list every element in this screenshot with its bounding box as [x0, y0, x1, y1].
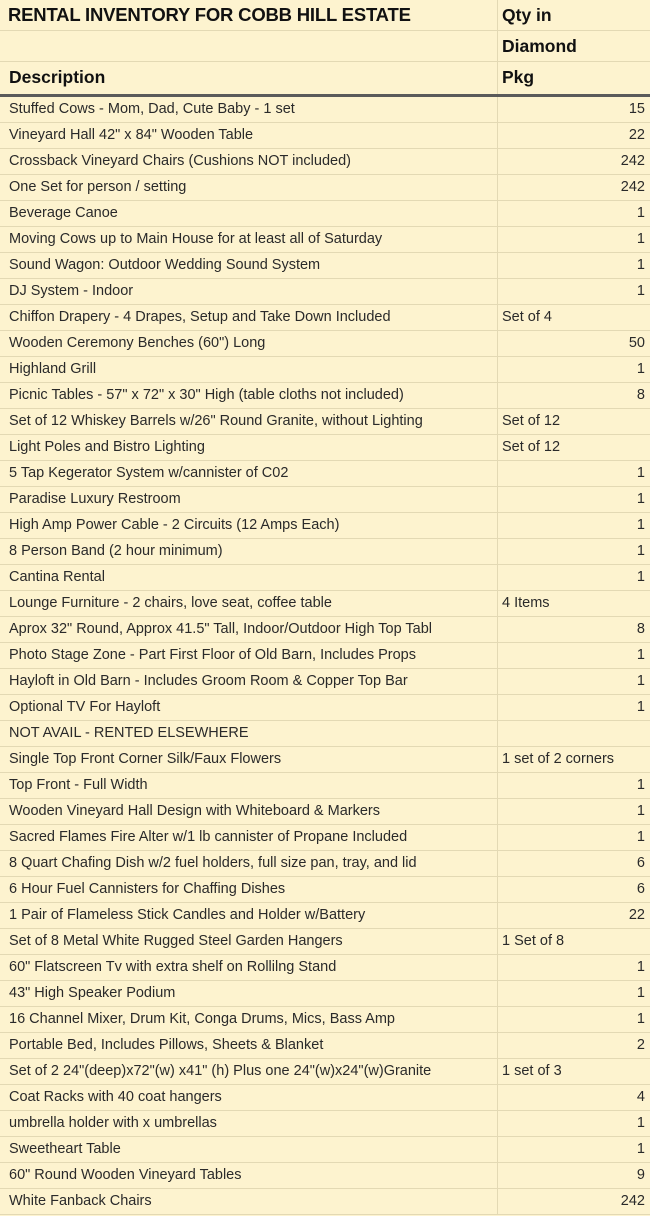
table-row[interactable]: [0, 1007, 650, 1033]
qty-cell[interactable]: 1: [636, 1141, 645, 1157]
description-cell[interactable]: 60" Flatscreen Tv with extra shelf on Rollilng Stand: [0, 955, 498, 980]
description-cell[interactable]: Single Top Front Corner Silk/Faux Flowers: [0, 747, 498, 772]
table-row[interactable]: [0, 747, 650, 773]
description-cell[interactable]: NOT AVAIL - RENTED ELSEWHERE: [0, 721, 498, 746]
description-cell[interactable]: Portable Bed, Includes Pillows, Sheets & Blanket: [0, 1033, 498, 1058]
qty-cell[interactable]: 1: [636, 543, 645, 559]
qty-cell[interactable]: 1: [636, 647, 645, 663]
qty-cell[interactable]: 1: [636, 465, 645, 481]
table-row[interactable]: [0, 1059, 650, 1085]
qty-cell[interactable]: 1: [636, 283, 645, 299]
qty-cell[interactable]: Set of 12: [502, 413, 561, 429]
table-row[interactable]: [0, 565, 650, 591]
qty-cell[interactable]: 6: [636, 881, 645, 897]
description-cell[interactable]: Top Front - Full Width: [0, 773, 498, 798]
table-row[interactable]: [0, 851, 650, 877]
description-cell[interactable]: Photo Stage Zone - Part First Floor of Old Barn, Includes Props: [0, 643, 498, 668]
table-row[interactable]: [0, 929, 650, 955]
table-row[interactable]: [0, 175, 650, 201]
description-cell[interactable]: Beverage Canoe: [0, 201, 498, 226]
qty-cell[interactable]: 242: [620, 179, 645, 195]
table-row[interactable]: [0, 695, 650, 721]
table-row[interactable]: [0, 305, 650, 331]
description-cell[interactable]: 6 Hour Fuel Cannisters for Chaffing Dishes: [0, 877, 498, 902]
header-empty-cell: [0, 31, 498, 61]
table-row[interactable]: [0, 903, 650, 929]
description-cell[interactable]: 8 Person Band (2 hour minimum): [0, 539, 498, 564]
description-cell[interactable]: 60" Round Wooden Vineyard Tables: [0, 1163, 498, 1188]
table-row[interactable]: [0, 955, 650, 981]
qty-header-line2: Diamond: [502, 36, 577, 56]
table-row[interactable]: [0, 1033, 650, 1059]
qty-cell[interactable]: 1 Set of 8: [502, 933, 565, 949]
description-cell[interactable]: 16 Channel Mixer, Drum Kit, Conga Drums, Mics, Bass Amp: [0, 1007, 498, 1032]
table-row[interactable]: [0, 201, 650, 227]
qty-cell[interactable]: 1: [636, 517, 645, 533]
table-row[interactable]: [0, 513, 650, 539]
table-row[interactable]: [0, 669, 650, 695]
qty-cell[interactable]: Set of 12: [502, 439, 561, 455]
description-cell[interactable]: Lounge Furniture - 2 chairs, love seat, coffee table: [0, 591, 498, 616]
description-cell[interactable]: One Set for person / setting: [0, 175, 498, 200]
description-cell[interactable]: Aprox 32" Round, Approx 41.5" Tall, Indoor/Outdoor High Top Tabl: [0, 617, 498, 642]
description-cell[interactable]: 8 Quart Chafing Dish w/2 fuel holders, full size pan, tray, and lid: [0, 851, 498, 876]
qty-cell[interactable]: 8: [636, 621, 645, 637]
description-cell[interactable]: Crossback Vineyard Chairs (Cushions NOT included): [0, 149, 498, 174]
description-column-header: Description: [0, 62, 498, 94]
qty-cell[interactable]: 242: [620, 153, 645, 169]
qty-cell[interactable]: 1: [636, 777, 645, 793]
description-cell[interactable]: Moving Cows up to Main House for at least all of Saturday: [0, 227, 498, 252]
description-cell[interactable]: 5 Tap Kegerator System w/cannister of C02: [0, 461, 498, 486]
description-cell[interactable]: umbrella holder with x umbrellas: [0, 1111, 498, 1136]
table-row[interactable]: [0, 149, 650, 175]
qty-cell[interactable]: Set of 4: [502, 309, 552, 325]
qty-cell[interactable]: 242: [620, 1193, 645, 1209]
description-cell[interactable]: Coat Racks with 40 coat hangers: [0, 1085, 498, 1110]
description-cell[interactable]: 43" High Speaker Podium: [0, 981, 498, 1006]
table-row[interactable]: [0, 1085, 650, 1111]
description-cell[interactable]: High Amp Power Cable - 2 Circuits (12 Amps Each): [0, 513, 498, 538]
description-cell[interactable]: 1 Pair of Flameless Stick Candles and Holder w/Battery: [0, 903, 498, 928]
table-row[interactable]: [0, 461, 650, 487]
qty-cell[interactable]: 1: [636, 673, 645, 689]
description-cell[interactable]: Light Poles and Bistro Lighting: [0, 435, 498, 460]
qty-cell[interactable]: 4 Items: [502, 595, 550, 611]
table-row[interactable]: [0, 123, 650, 149]
description-cell[interactable]: Wooden Vineyard Hall Design with Whiteboard & Markers: [0, 799, 498, 824]
table-row[interactable]: [0, 253, 650, 279]
qty-cell[interactable]: 50: [628, 335, 645, 351]
header-row-title: [0, 0, 650, 31]
qty-cell[interactable]: 1: [636, 257, 645, 273]
description-cell[interactable]: Picnic Tables - 57" x 72" x 30" High (table cloths not included): [0, 383, 498, 408]
description-cell[interactable]: Set of 2 24"(deep)x72"(w) x41" (h) Plus one 24"(w)x24"(w)Granite: [0, 1059, 498, 1084]
table-row[interactable]: [0, 409, 650, 435]
table-row[interactable]: [0, 279, 650, 305]
qty-cell[interactable]: 1: [636, 361, 645, 377]
table-row[interactable]: [0, 799, 650, 825]
qty-cell[interactable]: 1: [636, 829, 645, 845]
table-row[interactable]: [0, 825, 650, 851]
qty-cell[interactable]: [498, 721, 650, 746]
table-row[interactable]: [0, 331, 650, 357]
description-cell[interactable]: Cantina Rental: [0, 565, 498, 590]
table-row[interactable]: [0, 981, 650, 1007]
table-row[interactable]: [0, 617, 650, 643]
description-cell[interactable]: Set of 12 Whiskey Barrels w/26" Round Granite, without Lighting: [0, 409, 498, 434]
qty-header-line1: Qty in: [502, 5, 552, 25]
qty-cell[interactable]: 1: [636, 231, 645, 247]
header-row-2: [0, 31, 650, 62]
qty-cell[interactable]: 1: [636, 1011, 645, 1027]
table-row[interactable]: [0, 487, 650, 513]
table-row[interactable]: [0, 1137, 650, 1163]
table-row[interactable]: [0, 643, 650, 669]
table-row[interactable]: [0, 877, 650, 903]
qty-cell[interactable]: 1 set of 2 corners: [502, 751, 615, 767]
table-row[interactable]: [0, 1189, 650, 1215]
description-cell[interactable]: Paradise Luxury Restroom: [0, 487, 498, 512]
description-cell[interactable]: Wooden Ceremony Benches (60") Long: [0, 331, 498, 356]
qty-cell[interactable]: 15: [628, 101, 645, 117]
table-row[interactable]: [0, 721, 650, 747]
description-cell[interactable]: Optional TV For Hayloft: [0, 695, 498, 720]
table-row[interactable]: [0, 1111, 650, 1137]
qty-cell[interactable]: 4: [636, 1089, 645, 1105]
qty-cell[interactable]: 2: [636, 1037, 645, 1053]
table-row[interactable]: [0, 1163, 650, 1189]
sheet-title: RENTAL INVENTORY FOR COBB HILL ESTATE: [0, 0, 498, 30]
description-cell[interactable]: Stuffed Cows - Mom, Dad, Cute Baby - 1 set: [0, 97, 498, 122]
qty-cell[interactable]: 22: [628, 127, 645, 143]
table-row[interactable]: [0, 539, 650, 565]
qty-cell[interactable]: 1: [636, 1115, 645, 1131]
table-row[interactable]: [0, 357, 650, 383]
header-row-3: [0, 62, 650, 94]
description-cell[interactable]: Set of 8 Metal White Rugged Steel Garden Hangers: [0, 929, 498, 954]
table-row[interactable]: [0, 435, 650, 461]
description-cell[interactable]: Sweetheart Table: [0, 1137, 498, 1162]
table-row[interactable]: [0, 773, 650, 799]
qty-cell[interactable]: 1: [636, 699, 645, 715]
table-row[interactable]: [0, 97, 650, 123]
qty-cell[interactable]: 1: [636, 491, 645, 507]
qty-cell[interactable]: 1: [636, 205, 645, 221]
description-cell[interactable]: White Fanback Chairs: [0, 1189, 498, 1214]
description-cell[interactable]: Highland Grill: [0, 357, 498, 382]
qty-cell[interactable]: 1: [636, 569, 645, 585]
table-row[interactable]: [0, 591, 650, 617]
qty-cell[interactable]: 6: [636, 855, 645, 871]
table-row[interactable]: [0, 383, 650, 409]
description-cell[interactable]: Vineyard Hall 42" x 84" Wooden Table: [0, 123, 498, 148]
qty-cell[interactable]: 1: [636, 959, 645, 975]
qty-cell[interactable]: 1 set of 3: [502, 1063, 562, 1079]
description-cell[interactable]: Sacred Flames Fire Alter w/1 lb cannister of Propane Included: [0, 825, 498, 850]
qty-cell[interactable]: 1: [636, 985, 645, 1001]
qty-cell[interactable]: 8: [636, 387, 645, 403]
inventory-rows: [0, 97, 650, 1215]
qty-cell[interactable]: 22: [628, 907, 645, 923]
description-cell[interactable]: Chiffon Drapery - 4 Drapes, Setup and Take Down Included: [0, 305, 498, 330]
description-cell[interactable]: Sound Wagon: Outdoor Wedding Sound System: [0, 253, 498, 278]
table-row[interactable]: [0, 227, 650, 253]
description-cell[interactable]: Hayloft in Old Barn - Includes Groom Room & Copper Top Bar: [0, 669, 498, 694]
qty-cell[interactable]: 9: [636, 1167, 645, 1183]
qty-cell[interactable]: 1: [636, 803, 645, 819]
description-cell[interactable]: DJ System - Indoor: [0, 279, 498, 304]
qty-header-line3: Pkg: [502, 67, 535, 87]
